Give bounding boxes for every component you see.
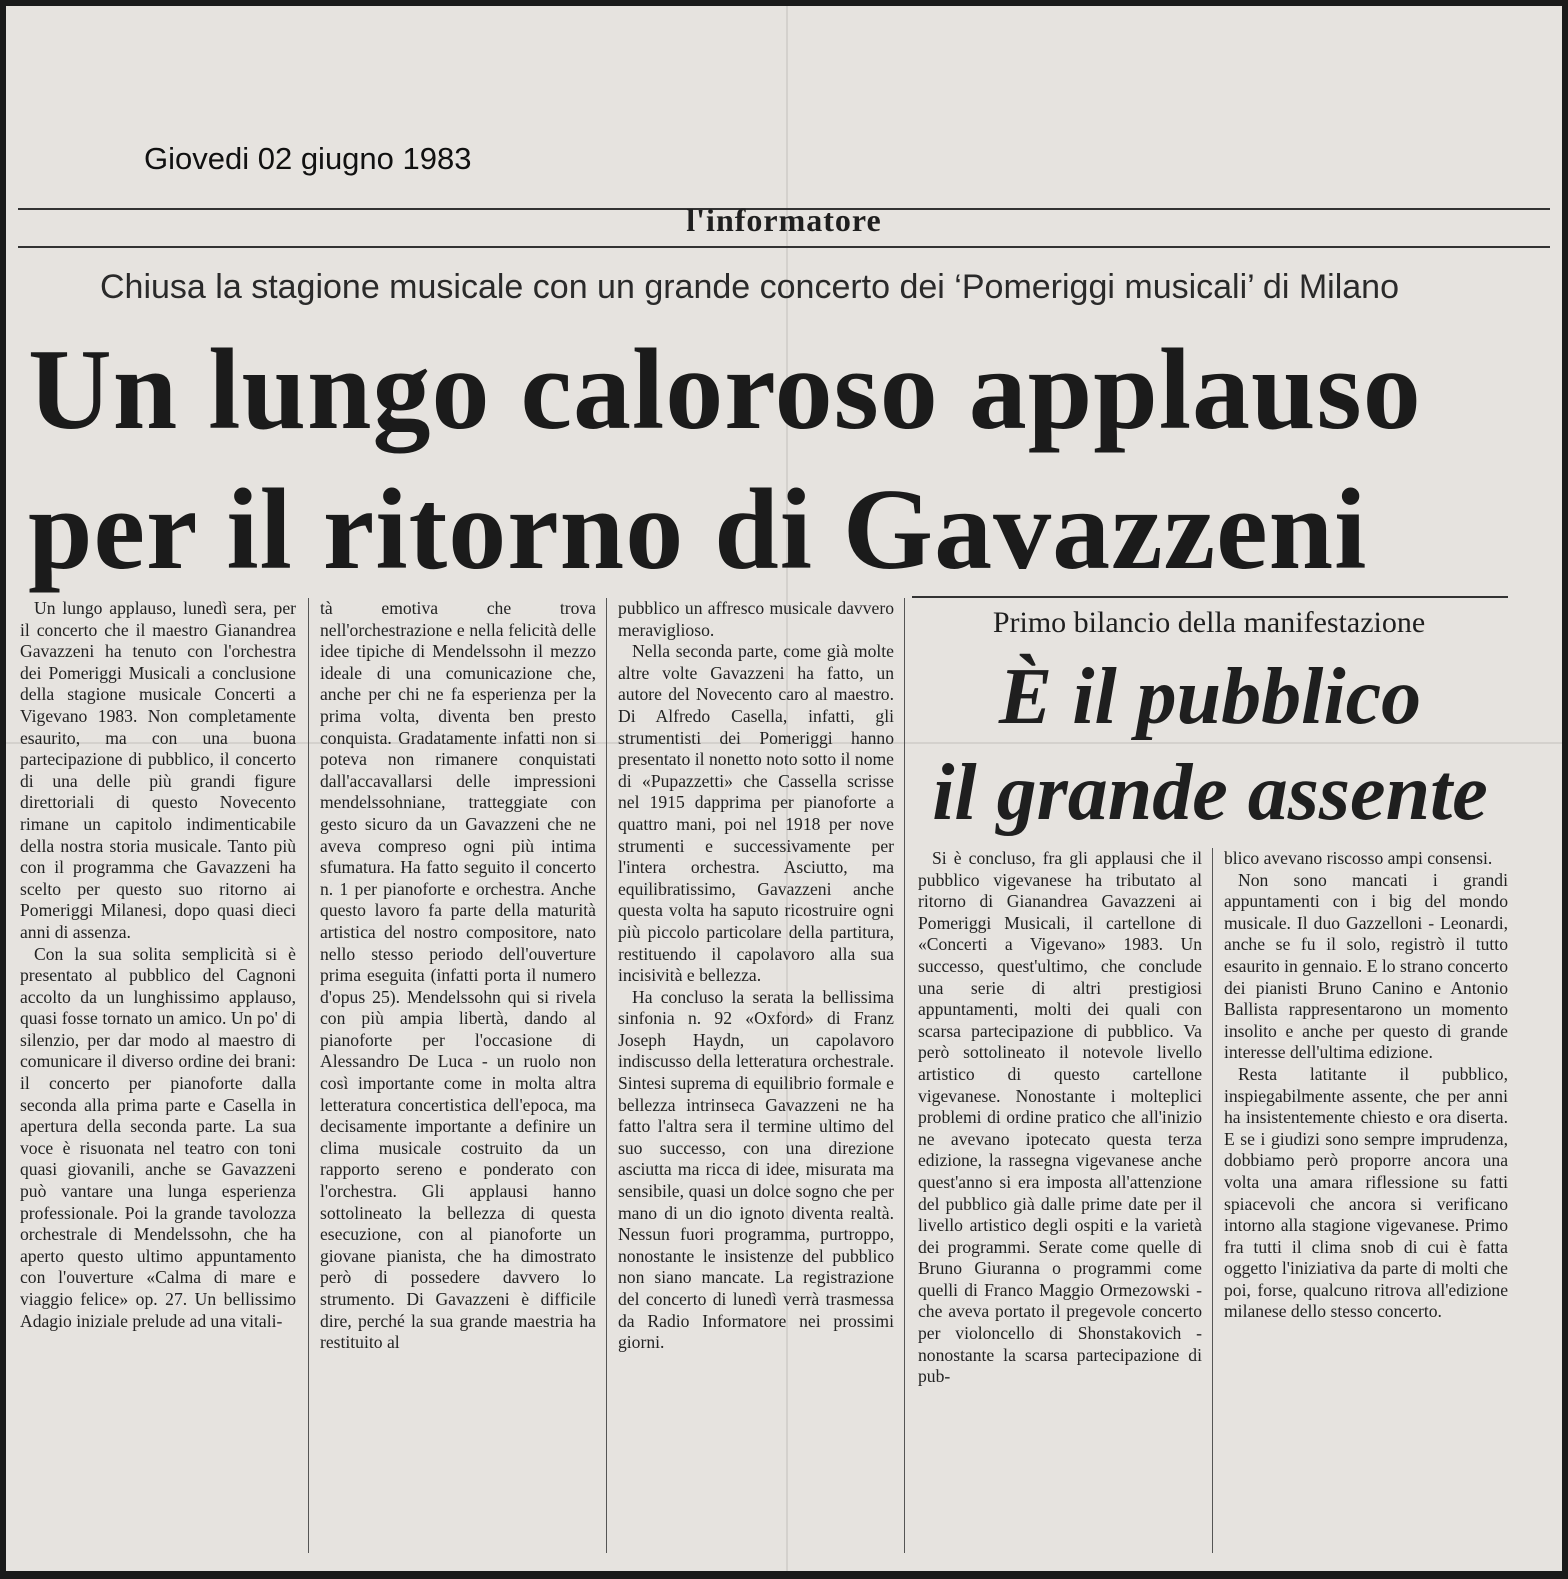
paragraph: Nella seconda parte, come già molte altre volte Gavazzeni ha fatto, un autore del Novecento caro al maestro. Di Alfredo Casella, infatti, gli strumentisti dei Pomeriggi hanno presentato il nonetto noto sotto il nome di «Pupazzetti» che Cassella scrisse nel 1915 dapprima per pianoforte a quattro mani, poi nel 1918 per nove strumenti e successivamente per l'intera orchestra. Asciutto, ma equilibratissimo, Gavazzeni anche questa volta ha saputo ricostruire ogni più piccolo particolare della partitura, restituendo il capolavoro alla sua incisività e bellezza. — [618, 641, 894, 986]
sidebar-rule — [904, 598, 905, 1553]
sidebar-top-rule — [912, 596, 1508, 598]
paragraph: tà emotiva che trova nell'orchestrazione e nella felicità delle idee tipiche di Mendelssohn il mezzo ideale di una comunicazione che, anche per chi ne fa esperienza per la prima volta, diventa ben presto conquista. Gradatamente infatti non si poteva non rimanere conquistati dall'accavallarsi delle impressioni mendelssohniane, tratteggiate con gesto sicuro da un Gavazzeni che ne aveva compreso ogni più intima sfumatura. Ha fatto seguito il concerto n. 1 per pianoforte e orchestra. Anche questo lavoro fa parte della maturità artistica del nostro compositore, nato nello stesso periodo dell'ouverture prima eseguita (infatti porta il numero d'opus 25). Mendelssohn qui si rivela con più ampia libertà, dando al pianoforte per l'occasione di Alessandro De Luca - un ruolo non così importante come in molta altra letteratura concertistica dell'epoca, ma decisamente importante a definire un clima musicale costruito da un rapporto sereno e ponderato con l'orchestra. Gli applausi hanno sottolineato la bellezza di questa esecuzione, con al pianoforte un giovane pianista, che ha dimostrato però di possedere davvero lo strumento. Di Gavazzeni è difficile dire, perché la sua grande maestria ha restituito al — [320, 598, 596, 1353]
paragraph: Con la sua solita semplicità si è presentato al pubblico del Cagnoni accolto da un lunghissimo applauso, quasi fosse tornato un amico. Un po' di silenzio, per dar modo al maestro di comunicare il diverso ordine dei brani: il concerto per pianoforte dalla seconda alla prima parte e Casella in apertura della seconda parte. La sua voce è risuonata nel teatro con toni quasi giovanili, anche se Gavazzeni può vantare una lunga esperienza professionale. Poi la grande tavolozza orchestrale di Mendelssohn, che ha aperto questo ultimo appuntamento con l'ouverture «Calma di mare e viaggio felice» op. 27. Un bellissimo Adagio iniziale prelude ad una vitali- — [20, 943, 296, 1331]
headline-kicker: Chiusa la stagione musicale con un grande concerto dei ‘Pomeriggi musicali’ di Milano — [100, 268, 1399, 306]
headline-line-1: Un lungo caloroso applauso — [28, 326, 1422, 454]
paragraph: Non sono mancati i grandi appuntamenti con i big del mondo musicale. Il duo Gazzelloni - Leonardi, anche se fu il solo, registrò il tutto esaurito in gennaio. E lo strano concerto dei pianisti Bruno Canino e Antonio Ballista rappresentarono un momento insolito e anche per questo di grande interesse dell'ultima edizione. — [1224, 869, 1508, 1063]
paragraph: blico avevano riscosso ampi consensi. — [1224, 848, 1493, 868]
article-column-3 — [618, 598, 894, 1354]
headline-line-2: per il ritorno di Gavazzeni — [28, 466, 1368, 594]
paragraph: pubblico un affresco musicale davvero meraviglioso. — [618, 598, 894, 640]
paragraph: Un lungo applauso, lunedì sera, per il concerto che il maestro Gianandrea Gavazzeni ha tenuto con l'orchestra dei Pomeriggi Musicali a conclusione della stagione musicale Concerti a Vigevano 1983. Non completamente esaurito, ma con una buona partecipazione di pubblico, il concerto di una delle più grandi figure direttoriali di questo Novecento rimane un capitolo indimenticabile della nostra storia musicale. Tanto più con il programma che Gavazzeni ha scelto per questo suo ritorno ai Pomeriggi Milanesi, dopo quasi dieci anni di assenza. — [20, 598, 296, 942]
column-rule — [606, 598, 607, 1553]
article-column-2 — [320, 598, 596, 1354]
sidebar-column-2 — [1224, 848, 1508, 1323]
sidebar-headline-line-2: il grande assente — [932, 749, 1488, 837]
sidebar-headline-line-1: È il pubblico — [998, 653, 1422, 741]
date-note: Giovedi 02 giugno 1983 — [144, 141, 472, 176]
article-column-1 — [20, 598, 296, 1332]
sidebar-column-1 — [918, 848, 1202, 1388]
paragraph: Resta latitante il pubblico, inspiegabilmente assente, che per anni ha insistentemente chiesto e ora diserta. E se i giudizi sono sempre imprudenza, dobbiamo però proporre ancora una volta una amara riflessione su fatti spiacevoli che ancora si verificano intorno alla stagione vigevanese. Primo fra tutti il clima snob di cui è fatta oggetto l'iniziativa da parte di molti che poi, forse, qualcuno ritrova all'edizione milanese dello stesso concerto. — [1224, 1063, 1508, 1322]
paragraph: Ha concluso la serata la bellissima sinfonia n. 92 «Oxford» di Franz Joseph Haydn, un capolavoro indiscusso della letteratura orchestrale. Sintesi suprema di equilibrio formale e bellezza intrinseca Gavazzeni ne ha fatto l'altra sera il termine ultimo del suo successo, con una direzione asciutta ma ricca di idee, misurata ma sensibile, quasi un dolce sogno che per mano di un dio ignoto diventa realtà. Nessun fuori programma, purtroppo, nonostante le insistenze del pubblico non siano mancate. La registrazione del concerto di lunedì verrà trasmessa da Radio Informatore nei prossimi giorni. — [618, 986, 894, 1353]
masthead: l'informatore — [686, 202, 882, 238]
sidebar-kicker: Primo bilancio della manifestazione — [992, 606, 1426, 639]
column-rule — [1212, 848, 1213, 1553]
newspaper-clipping — [6, 6, 1562, 1571]
paragraph: Si è concluso, fra gli applausi che il pubblico vigevanese ha tributato al ritorno di Gianandrea Gavazzeni ai Pomeriggi Musicali, il cartellone di «Concerti a Vigevano» 1983. Un successo, quest'ultimo, che conclude una serie di altri prestigiosi appuntamenti, molti dei quali con scarsa partecipazione di pubblico. Va però sottolineato il notevole livello artistico di questo cartellone vigevanese. Nonostante i molteplici problemi di ordine pratico che all'inizio ne avevano ipotecato questa terza edizione, la rassegna vigevanese anche quest'anno si era imposta all'attenzione del pubblico già dalle prime date per il livello artistico degli ospiti e la varietà dei programmi. Serate come quelle di Bruno Giuranna o programmi come quelli di Franco Maggio Ormezowski - che aveva portato il pregevole concerto per violoncello di Shonstakovich - nonostante la scarsa partecipazione di pub- — [918, 848, 1202, 1387]
masthead-bottom-rule — [18, 246, 1550, 248]
column-rule — [308, 598, 309, 1553]
